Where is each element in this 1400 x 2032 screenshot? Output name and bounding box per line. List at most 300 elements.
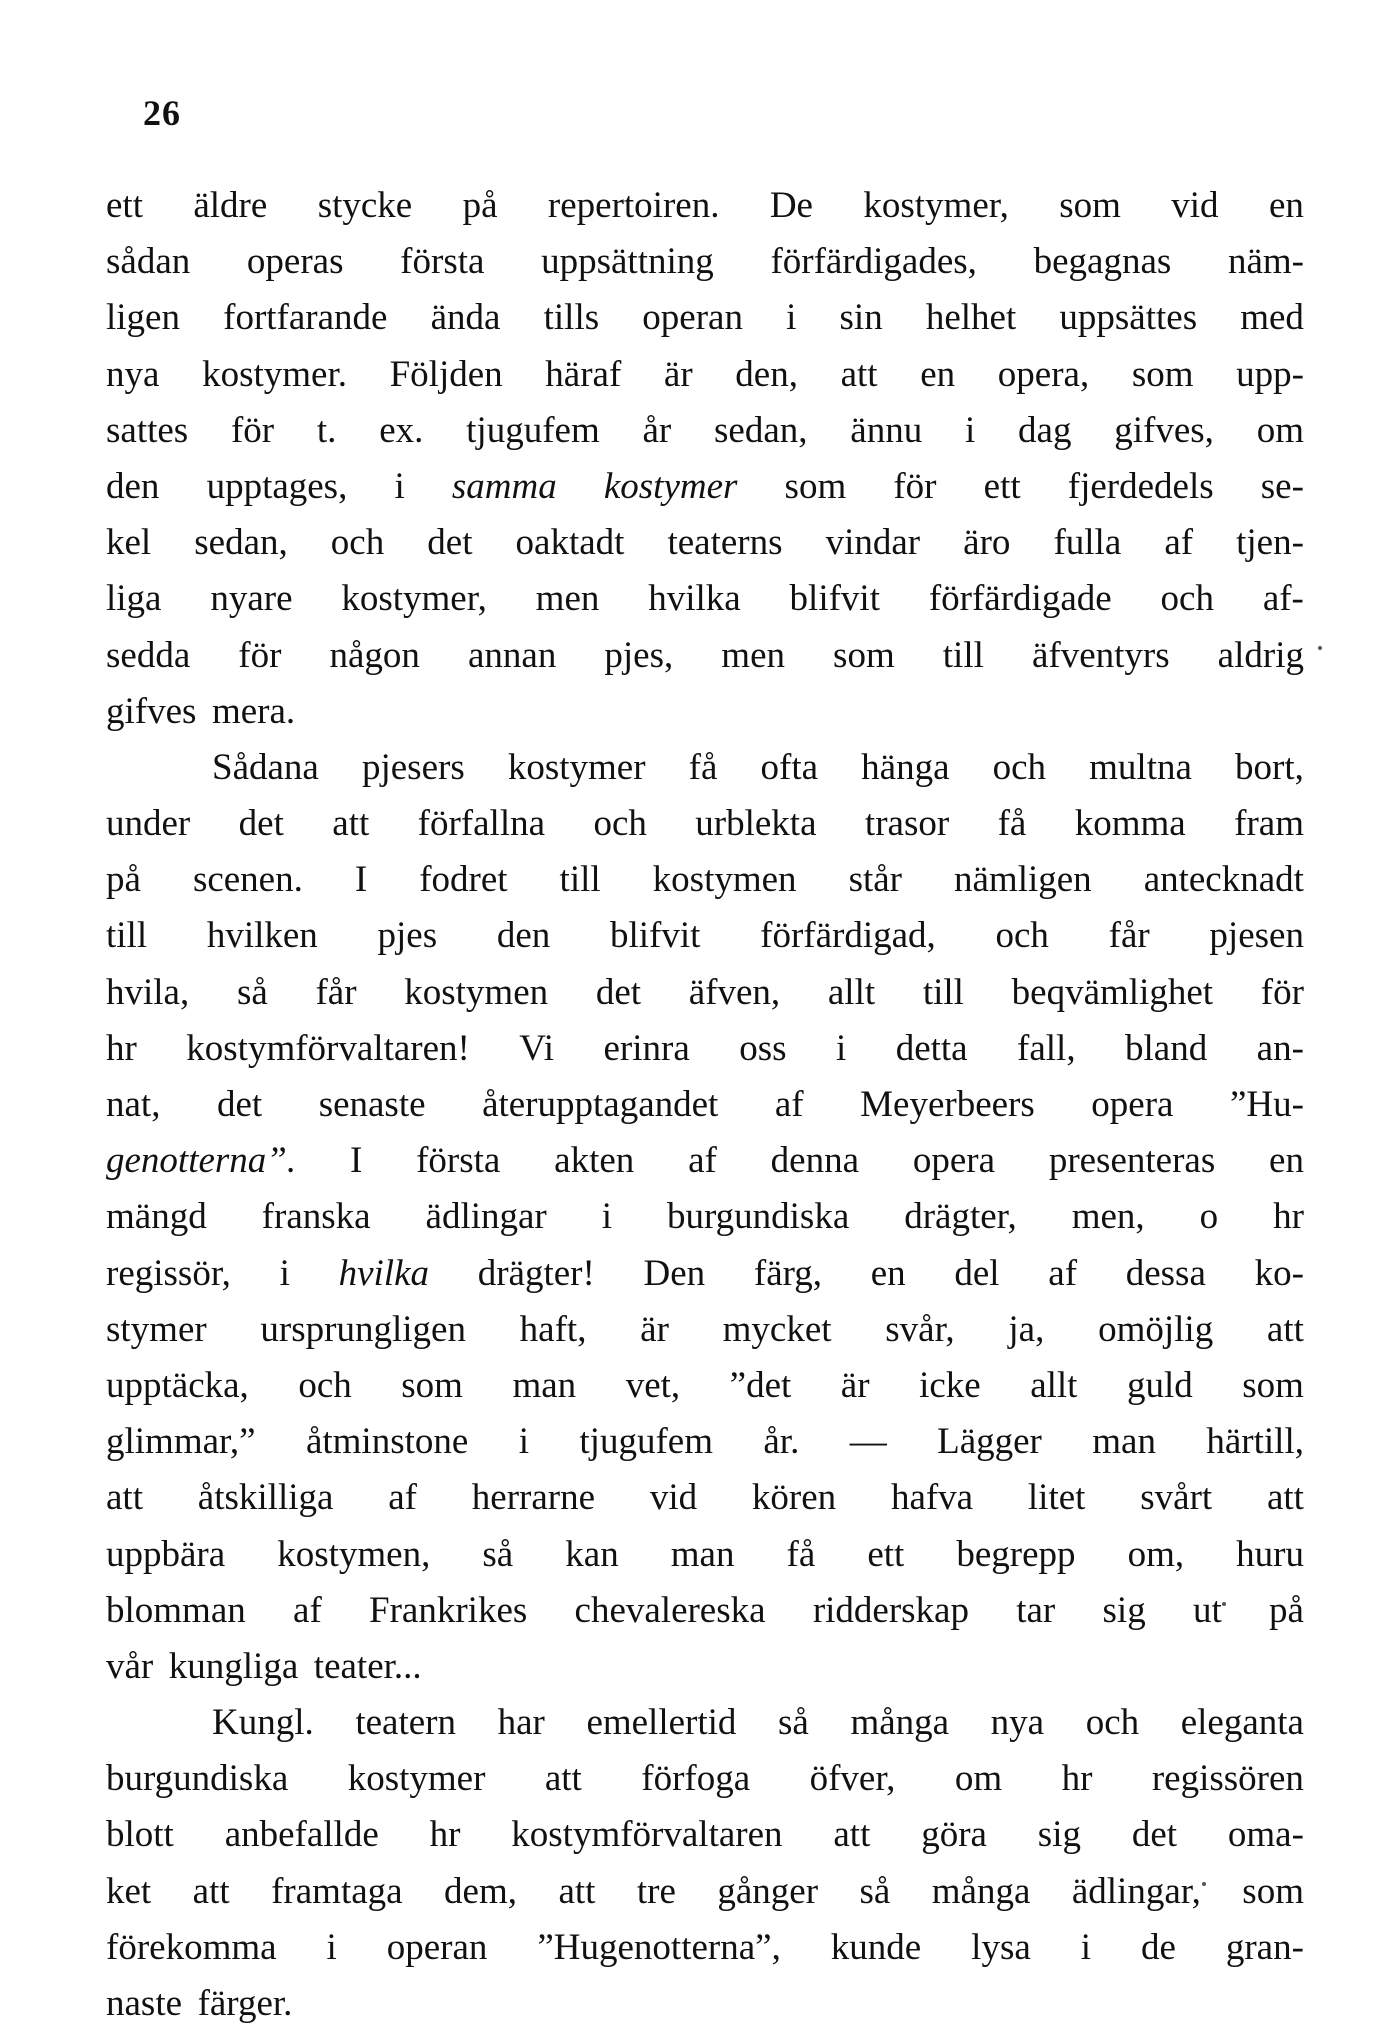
word: chevalereska [574, 1589, 766, 1631]
word: vid [649, 1477, 698, 1519]
word: hr [1061, 1758, 1093, 1800]
text-line [106, 1470, 1304, 1526]
word: få [786, 1533, 816, 1575]
word: sig [1102, 1589, 1146, 1631]
word: får [1108, 915, 1150, 957]
text-line [106, 347, 1304, 403]
word: öfver, [809, 1758, 896, 1800]
word: som [833, 634, 895, 676]
word: få [997, 803, 1027, 845]
word: förfoga [641, 1758, 751, 1800]
word: huru [1236, 1533, 1304, 1575]
word: förfallna [417, 803, 546, 845]
word: af [293, 1589, 322, 1631]
word: — [849, 1421, 887, 1463]
word: liga [106, 578, 162, 620]
word: åtskilliga [197, 1477, 334, 1519]
word: Kungl. [212, 1702, 314, 1744]
word: fodret [419, 859, 508, 901]
text-line [106, 290, 1304, 346]
word: en [920, 353, 956, 395]
word: och [1085, 1702, 1140, 1744]
word: kel [106, 522, 152, 564]
word: bort, [1235, 746, 1304, 788]
word: man [1092, 1421, 1156, 1463]
word: till [922, 971, 964, 1013]
word: vid [1171, 185, 1219, 226]
word: att [833, 1814, 871, 1856]
word: till [942, 634, 984, 676]
word: lysa [971, 1926, 1031, 1968]
word: för [893, 465, 937, 507]
word: sig [1037, 1814, 1081, 1856]
word: senaste [318, 1084, 426, 1125]
text-line [106, 908, 1304, 964]
text-line [106, 1358, 1304, 1414]
text-line [106, 740, 1304, 796]
word: svår, [885, 1308, 955, 1350]
word: ja, [1008, 1308, 1045, 1350]
word: det [595, 971, 642, 1013]
word: del [954, 1252, 1000, 1294]
word: kostymer [603, 465, 738, 507]
word: beqvämlighet [1011, 971, 1214, 1013]
word: ett [106, 185, 143, 226]
word: Den [643, 1252, 706, 1294]
text-line [106, 571, 1304, 627]
word: kostymförvaltaren! [186, 1027, 470, 1069]
word: det [238, 803, 284, 845]
word: kungliga [168, 1645, 299, 1687]
text-line [106, 1077, 1304, 1133]
word: i [601, 1196, 613, 1238]
word: en [1268, 185, 1304, 226]
word: pjes, [604, 634, 674, 676]
word: så [859, 1870, 891, 1912]
word: i [1080, 1926, 1092, 1968]
word: kostymförvaltaren [511, 1814, 783, 1856]
word: herrarne [471, 1477, 596, 1519]
word: står [848, 859, 902, 901]
word: allt [1030, 1364, 1078, 1406]
text-line [106, 234, 1304, 290]
word: svårt [1140, 1477, 1213, 1519]
word: kören [751, 1477, 837, 1519]
word: kostymen [652, 859, 797, 901]
word: teaterns [667, 522, 783, 564]
word: komma [1074, 803, 1186, 845]
word: få [688, 746, 718, 788]
word: äldre [193, 185, 268, 226]
word: så [482, 1533, 514, 1575]
word: i [326, 1926, 337, 1968]
word: Meyerbeers [860, 1084, 1035, 1125]
word: ko- [1254, 1252, 1304, 1294]
word: färger. [197, 1983, 293, 2024]
word: gånger [717, 1870, 819, 1912]
word: som [401, 1364, 463, 1406]
word: härtill, [1206, 1421, 1304, 1463]
text-line [106, 1583, 1304, 1639]
word: af [1048, 1252, 1078, 1294]
word: förfärdigade [928, 578, 1112, 620]
word: om [954, 1758, 1003, 1800]
word: åtminstone [305, 1421, 469, 1463]
word: se- [1260, 465, 1304, 507]
word: glimmar,” [106, 1421, 256, 1463]
text-line [106, 1246, 1304, 1302]
word: upptäcka, [106, 1364, 249, 1406]
word: så [778, 1702, 809, 1744]
word: och [330, 522, 385, 564]
word: kostymen, [277, 1533, 431, 1575]
word: akten [554, 1140, 635, 1182]
word: presenteras [1048, 1140, 1216, 1182]
word: hvilka [648, 578, 741, 620]
word: gifves, [1114, 409, 1214, 451]
word: den [496, 915, 551, 957]
word: sedda [106, 634, 191, 676]
word: många [850, 1702, 950, 1744]
word: nämligen [954, 859, 1092, 901]
word: upptages, [206, 465, 348, 507]
word: mera. [211, 690, 296, 732]
word: så [236, 971, 268, 1013]
word: Frankrikes [369, 1589, 528, 1631]
word: blifvit [609, 915, 701, 957]
word: oma- [1227, 1814, 1304, 1856]
word: bland [1125, 1027, 1208, 1069]
word: gifves [106, 690, 197, 732]
word: att [840, 353, 878, 395]
word: upp- [1236, 353, 1304, 395]
word: för [230, 409, 275, 451]
word: som [1059, 185, 1121, 226]
word: får [315, 971, 357, 1013]
word: blomman [106, 1589, 246, 1631]
body-text [106, 178, 1304, 2032]
text-line [106, 1021, 1304, 1077]
word: återupptagandet [482, 1084, 719, 1125]
word: ursprungligen [260, 1308, 466, 1350]
word: opera, [997, 353, 1090, 395]
word: uppsättning [541, 241, 714, 283]
word: ädlingar [425, 1196, 547, 1238]
word: oss [739, 1027, 787, 1069]
word: den, [735, 353, 798, 395]
word: och [593, 803, 647, 845]
word: år [642, 409, 672, 451]
word: naste [106, 1983, 183, 2024]
word: annan [467, 634, 557, 676]
word: en [870, 1252, 906, 1294]
word: att [332, 803, 370, 845]
page-number: 26 [143, 93, 181, 133]
word: ket [106, 1870, 152, 1912]
text-line [106, 1527, 1304, 1583]
word: för [238, 634, 282, 676]
word: kostymer [507, 746, 646, 788]
word: en [1269, 1140, 1304, 1182]
word: man [512, 1364, 577, 1406]
word: kan [565, 1533, 619, 1575]
word: kostymer. [202, 353, 347, 395]
word: det [1131, 1814, 1178, 1856]
word: första [416, 1140, 501, 1182]
text-line [106, 1302, 1304, 1358]
word: tar [1016, 1589, 1056, 1631]
word: detta [895, 1027, 968, 1069]
word: sedan, [194, 522, 288, 564]
word: hänga [861, 746, 950, 788]
word: Vi [519, 1027, 555, 1069]
word: regissören [1151, 1758, 1304, 1800]
word: denna [770, 1140, 860, 1182]
text-line [106, 515, 1304, 571]
word: franska [261, 1196, 371, 1238]
word: sedan, [714, 409, 808, 451]
word: hvilken [206, 915, 318, 957]
word: ädlingar, [1071, 1870, 1201, 1912]
word: omöjlig [1098, 1308, 1214, 1350]
word: dessa [1125, 1252, 1206, 1294]
word: dag [1018, 409, 1072, 451]
word: hr [106, 1027, 137, 1069]
word: pjesers [361, 746, 465, 788]
word: kostymer, [863, 185, 1009, 226]
word: litet [1027, 1477, 1086, 1519]
text-line [106, 403, 1304, 459]
word: allt [827, 971, 876, 1013]
text-line [106, 852, 1304, 908]
text-line [106, 965, 1304, 1021]
word: och [995, 915, 1049, 957]
word: man [670, 1533, 735, 1575]
word: kostymer [347, 1758, 486, 1800]
word: på [462, 185, 498, 226]
text-line [106, 1807, 1304, 1863]
word: att [1266, 1308, 1304, 1350]
text-line [106, 1695, 1304, 1751]
word: Följden [389, 353, 503, 395]
word: ex. [379, 409, 424, 451]
word: ett [867, 1533, 905, 1575]
word: Sådana [212, 746, 319, 788]
word: kostymen [404, 971, 549, 1013]
word: färg, [753, 1252, 823, 1294]
word: begagnas [1033, 241, 1172, 283]
text-line [106, 628, 1304, 684]
word: till [559, 859, 601, 901]
text-line [106, 1864, 1304, 1920]
word: hr [1273, 1196, 1304, 1238]
word: I [354, 859, 368, 901]
word: burgundiska [666, 1196, 850, 1238]
word: samma [451, 465, 557, 507]
word: för [1260, 971, 1304, 1013]
word: i [279, 1252, 290, 1294]
print-speck [1202, 1882, 1206, 1886]
word: ännu [850, 409, 923, 451]
word: urblekta [695, 803, 817, 845]
word: som [1242, 1364, 1304, 1406]
word: tjen- [1236, 522, 1304, 564]
word: att [106, 1477, 143, 1519]
word: mycket [722, 1308, 832, 1350]
text-line [106, 1639, 1304, 1695]
word: tjugufem [579, 1421, 713, 1463]
word: blott [106, 1814, 174, 1856]
word: genotterna”. [106, 1140, 297, 1182]
word: år. [763, 1421, 800, 1463]
word: att [558, 1870, 596, 1912]
text-line [106, 684, 1304, 740]
text-line [106, 1189, 1304, 1245]
word: hafva [890, 1477, 974, 1519]
word: nat, [106, 1084, 161, 1125]
word: de [1140, 1926, 1176, 1968]
word: har [497, 1702, 545, 1744]
word: anbefallde [224, 1814, 379, 1856]
word: och [1160, 578, 1214, 620]
word: äfven, [688, 971, 781, 1013]
word: och [992, 746, 1047, 788]
word: ända [430, 297, 501, 339]
word: som [1242, 1870, 1304, 1912]
word: näm- [1227, 241, 1304, 283]
word: icke [919, 1364, 981, 1406]
word: sattes [106, 409, 189, 451]
word: operan [642, 297, 743, 339]
word: men, [1071, 1196, 1145, 1238]
word: tjugufem [466, 409, 600, 451]
word: eleganta [1180, 1702, 1304, 1744]
word: den [106, 465, 160, 507]
word: vår [106, 1645, 154, 1687]
word: fjerdedels [1067, 465, 1214, 507]
word: teatern [355, 1702, 456, 1744]
word: scenen. [192, 859, 303, 901]
word: fulla [1053, 522, 1122, 564]
word: regissör, [106, 1252, 231, 1294]
word: förfärdigad, [760, 915, 936, 957]
word: på [106, 859, 141, 901]
word: många [931, 1870, 1031, 1912]
word: i [786, 297, 797, 339]
text-line [106, 1976, 1304, 2032]
word: aldrig [1217, 634, 1304, 676]
word: af [1164, 522, 1194, 564]
word: drägter! [477, 1252, 595, 1294]
word: framtaga [271, 1870, 403, 1912]
word: äfventyrs [1031, 634, 1170, 676]
word: haft, [519, 1308, 587, 1350]
word: fram [1234, 803, 1304, 845]
word: i [394, 465, 405, 507]
word: om [1256, 409, 1304, 451]
word: tills [543, 297, 600, 339]
word: ”Hu- [1229, 1084, 1304, 1125]
word: sådan [106, 241, 191, 283]
word: mängd [106, 1196, 207, 1238]
word: multna [1089, 746, 1192, 788]
word: i [835, 1027, 847, 1069]
word: är [663, 353, 693, 395]
word: uppbära [106, 1533, 226, 1575]
word: fortfarande [223, 297, 388, 339]
word: nya [990, 1702, 1045, 1744]
word: operas [246, 241, 344, 283]
word: t. [316, 409, 337, 451]
word: häraf [545, 353, 622, 395]
word: nya [106, 353, 160, 395]
word: det [216, 1084, 263, 1125]
word: gran- [1225, 1926, 1304, 1968]
word: ett [983, 465, 1021, 507]
word: ofta [760, 746, 819, 788]
word: repertoiren. [547, 185, 720, 226]
text-line [106, 1133, 1304, 1189]
word: under [106, 803, 191, 845]
text-line [106, 459, 1304, 515]
word: stymer [106, 1308, 207, 1350]
word: att [544, 1758, 582, 1800]
word: att [1266, 1477, 1304, 1519]
word: guld [1126, 1364, 1193, 1406]
word: hr [429, 1814, 461, 1856]
text-line [106, 178, 1304, 234]
word: an- [1256, 1027, 1304, 1069]
word: göra [921, 1814, 987, 1856]
word: tre [636, 1870, 676, 1912]
word: med [1240, 297, 1304, 339]
word: i [518, 1421, 529, 1463]
word: ridderskap [812, 1589, 969, 1631]
word: o [1199, 1196, 1219, 1238]
word: hvila, [106, 971, 190, 1013]
word: af [388, 1477, 417, 1519]
word: ligen [106, 297, 180, 339]
word: Lägger [937, 1421, 1042, 1463]
word: ”Hugenotterna”, [537, 1926, 781, 1968]
word: på [1268, 1589, 1304, 1631]
word: i [964, 409, 976, 451]
text-line [106, 1920, 1304, 1976]
word: till [106, 915, 148, 957]
word: helhet [925, 297, 1017, 339]
word: operan [386, 1926, 488, 1968]
word: begrepp [956, 1533, 1076, 1575]
word: första [400, 241, 485, 283]
word: dem, [444, 1870, 517, 1912]
word: opera [912, 1140, 995, 1182]
word: som [784, 465, 847, 507]
word: men [535, 578, 600, 620]
word: antecknadt [1143, 859, 1304, 901]
word: nyare [210, 578, 293, 620]
word: fall, [1017, 1027, 1076, 1069]
word: blifvit [789, 578, 880, 620]
print-speck [1222, 1602, 1226, 1606]
text-line [106, 1414, 1304, 1470]
word: oaktadt [515, 522, 625, 564]
word: opera [1091, 1084, 1174, 1125]
word: kunde [830, 1926, 922, 1968]
word: om, [1127, 1533, 1185, 1575]
word: erinra [603, 1027, 690, 1069]
word: och [298, 1364, 352, 1406]
word: äro [963, 522, 1011, 564]
